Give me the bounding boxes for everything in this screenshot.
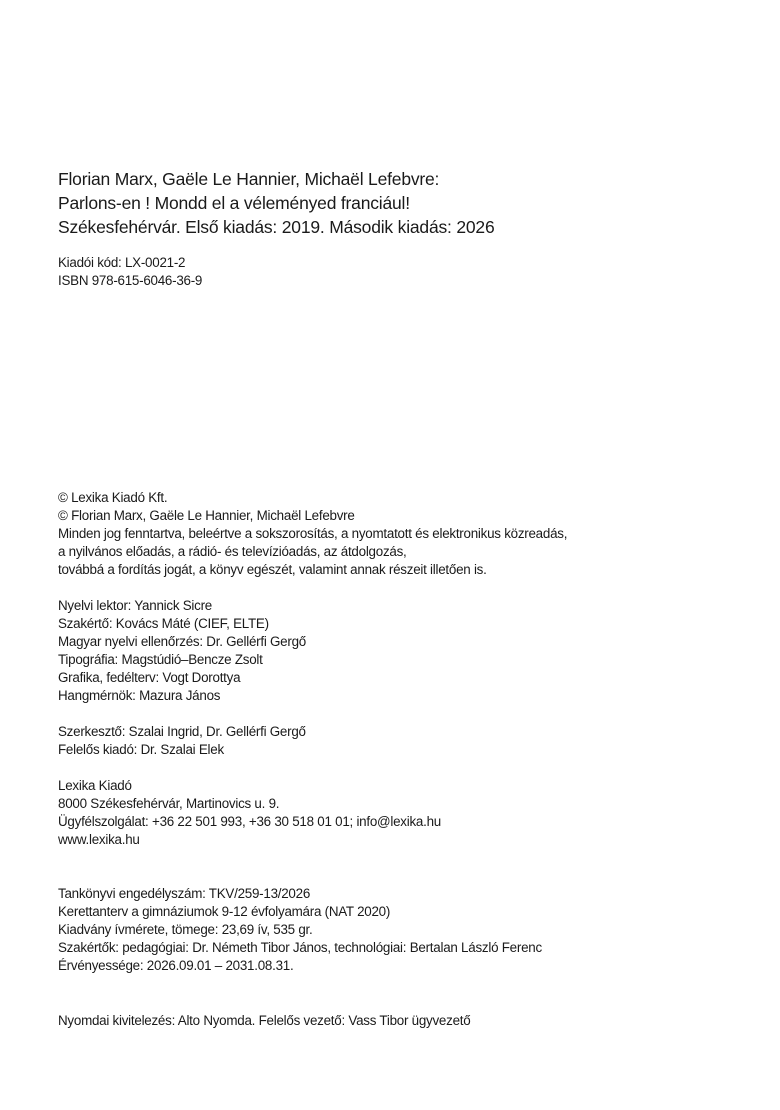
credit-hungarian-check: Magyar nyelvi ellenőrzés: Dr. Gellérfi Gergő — [58, 634, 306, 649]
printing-block — [58, 1012, 470, 1030]
curriculum: Kerettanterv a gimnáziumok 9-12 évfolyamára (NAT 2020) — [58, 904, 391, 919]
publisher-website: www.lexika.hu — [58, 832, 140, 847]
printing-info: Nyomdai kivitelezés: Alto Nyomda. Felelős vezető: Vass Tibor ügyvezető — [58, 1013, 471, 1028]
credit-language-reviewer: Nyelvi lektor: Yannick Sicre — [58, 598, 212, 613]
publisher-contact: Ügyfélszolgálat: +36 22 501 993, +36 30 518 01 01; info@lexika.hu — [58, 814, 441, 829]
publisher-code: Kiadói kód: LX-0021-2 — [58, 255, 186, 270]
credit-typography: Tipográfia: Magstúdió–Bencze Zsolt — [58, 652, 263, 667]
editor: Szerkesztő: Szalai Ingrid, Dr. Gellérfi Gergő — [58, 724, 306, 739]
authors: Florian Marx, Gaële Le Hannier, Michaël Lefebvre: — [58, 169, 440, 189]
credits-block — [58, 597, 306, 705]
responsible-publisher: Felelős kiadó: Dr. Szalai Elek — [58, 742, 224, 757]
rights-notice-line: továbbá a fordítás jogát, a könyv egészét, valamint annak részeit illetően is. — [58, 562, 487, 577]
approval-block — [58, 885, 542, 975]
publisher-name: Lexika Kiadó — [58, 778, 132, 793]
publication-size: Kiadvány ívmérete, tömege: 23,69 ív, 535 gr. — [58, 922, 313, 937]
editors-block — [58, 723, 306, 759]
publisher-block — [58, 777, 441, 849]
book-title: Parlons-en ! Mondd el a véleményed franciául! — [58, 193, 410, 213]
rights-block — [58, 489, 567, 579]
textbook-license: Tankönyvi engedélyszám: TKV/259-13/2026 — [58, 886, 311, 901]
copyright-authors: © Florian Marx, Gaële Le Hannier, Michaël Lefebvre — [58, 508, 355, 523]
codes-block — [58, 254, 202, 290]
publisher-address: 8000 Székesfehérvár, Martinovics u. 9. — [58, 796, 280, 811]
title-block — [58, 167, 494, 239]
rights-notice-line: Minden jog fenntartva, beleértve a sokszorosítás, a nyomtatott és elektronikus közreadás, — [58, 526, 568, 541]
credit-graphics: Grafika, fedélterv: Vogt Dorottya — [58, 670, 241, 685]
copyright-publisher: © Lexika Kiadó Kft. — [58, 490, 168, 505]
rights-notice-line: a nyilvános előadás, a rádió- és televízióadás, az átdolgozás, — [58, 544, 407, 559]
validity: Érvényessége: 2026.09.01 – 2031.08.31. — [58, 958, 294, 973]
credit-expert: Szakértő: Kovács Máté (CIEF, ELTE) — [58, 616, 269, 631]
credit-sound-engineer: Hangmérnök: Mazura János — [58, 688, 221, 703]
isbn: ISBN 978-615-6046-36-9 — [58, 273, 203, 288]
experts: Szakértők: pedagógiai: Dr. Németh Tibor János, technológiai: Bertalan László Ferenc — [58, 940, 542, 955]
edition-info: Székesfehérvár. Első kiadás: 2019. Második kiadás: 2026 — [58, 217, 495, 237]
